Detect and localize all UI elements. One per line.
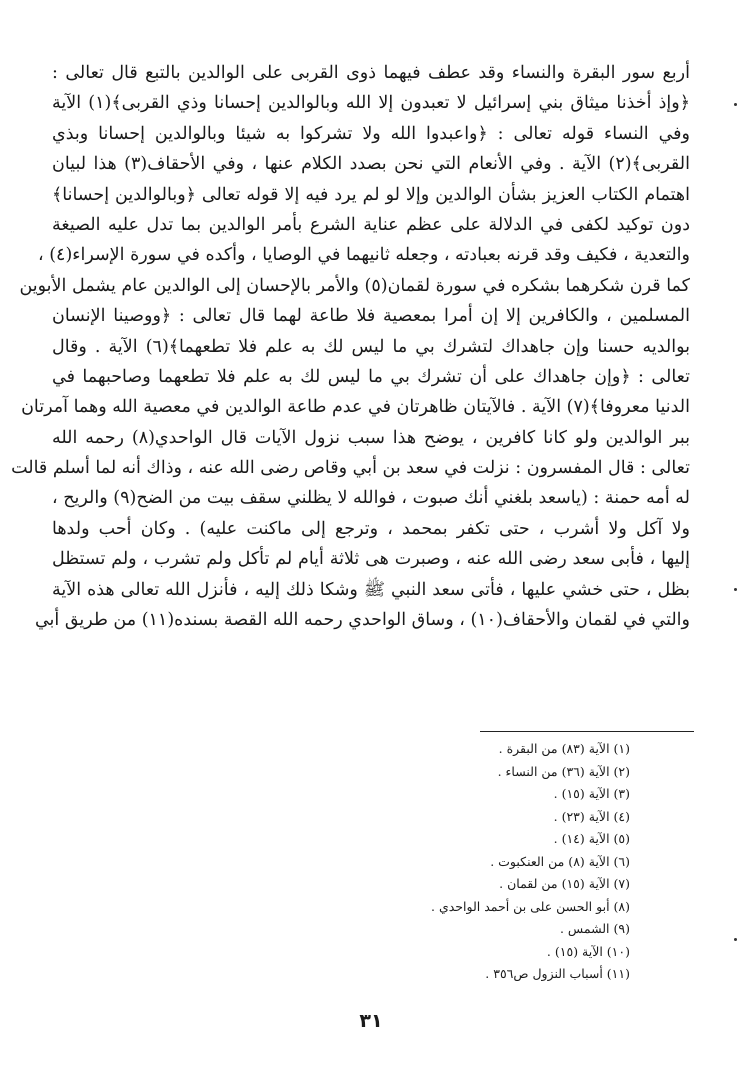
margin-speck (734, 938, 737, 941)
margin-speck (734, 588, 737, 591)
text-line: والتي في لقمان والأحقاف(١٠) ، وساق الواحدي رحمه الله القصة بسنده(١١) من طريق أبي (34, 610, 690, 631)
text-line: وفي النساء قوله تعالى : ﴿واعبدوا الله ولا تشركوا به شيئا وبالوالدين إحسانا وبذي (52, 123, 690, 144)
text-line: تعالى : ﴿وإن جاهداك على أن تشرك بي ما ليس لك به علم فلا تطعهما وصاحبهما في (52, 366, 690, 387)
main-text-block (11, 58, 691, 635)
text-line: ببر الوالدين ولو كانا كافرين ، يوضح هذا سبب نزول الآيات قال الواحدي(٨) رحمه الله (52, 427, 691, 448)
text-line: المسلمين ، والكافرين إلا إن أمرا بمعصية فلا طاعة لهما قال تعالى : ﴿ووصينا الإنسان (52, 306, 690, 327)
footnote-separator (480, 731, 694, 732)
footnote: (٥) الآية (١٤) . (553, 831, 630, 846)
text-line: بظل ، حتى خشي عليها ، فأتى سعد النبي ﷺ وشكا ذلك إليه ، فأنزل الله تعالى هذه الآية (52, 579, 690, 600)
text-line: اهتمام الكتاب العزيز بشأن الوالدين وإلا لو لم يرد فيه إلا قوله تعالى ﴿وبالوالدين إحسانا﴾ (52, 184, 690, 205)
footnote: (١) الآية (٨٣) من البقرة . (498, 741, 630, 756)
footnote: (٩) الشمس . (559, 921, 630, 936)
text-line: كما قرن شكرهما بشكره في سورة لقمان(٥) والأمر بالإحسان إلى الوالدين عام يشمل الأبوين (19, 275, 690, 296)
text-line: ولا آكل ولا أشرب ، حتى تكفر بمحمد ، وترجع إلى ماكنت عليه) . وكان أحب ولدها (52, 518, 690, 539)
text-line: ﴿وإذ أخذنا ميثاق بني إسرائيل لا تعبدون إلا الله وبالوالدين إحسانا وذي القربى﴾(١) الآية (52, 93, 690, 114)
text-line: الدنيا معروفا﴾(٧) الآية . فالآيتان ظاهرتان في عدم طاعة الوالدين في معصية الله وهما آمرتان (21, 397, 690, 418)
text-line: دون توكيد لكفى في الدلالة على عظم عناية الشرع بأمر الوالدين بما تدل عليه الصيغة (52, 214, 690, 235)
footnote: (١٠) الآية (١٥) . (546, 943, 630, 959)
page-number: ٣١ (359, 1010, 383, 1032)
footnote: (٤) الآية (٢٣) . (553, 808, 630, 824)
text-line: أربع سور البقرة والنساء وقد عطف فيهما ذوى القربى على الوالدين بالتبع قال تعالى : (52, 63, 690, 83)
footnote: (٨) أبو الحسن على بن أحمد الواحدي . (431, 898, 630, 914)
margin-speck (734, 103, 737, 106)
text-line: تعالى : قال المفسرون : نزلت في سعد بن أبي وقاص رضى الله عنه ، وذاك أنه لما أسلم قالت (11, 458, 690, 479)
footnotes-block (270, 738, 630, 986)
text-line: القربى﴾(٢) الآية . وفي الأنعام التي نحن بصدد الكلام عنها ، وفي الأحقاف(٣) هذا لبيان (52, 154, 690, 175)
footnote: (٣) الآية (١٥) . (553, 786, 630, 801)
footnote: (٧) الآية (١٥) من لقمان . (499, 876, 630, 891)
footnote: (١١) أسباب النزول ص٣٥٦ . (485, 966, 630, 981)
text-line: إليها ، فأبى سعد رضى الله عنه ، وصبرت هى ثلاثة أيام لم تأكل ولم تشرب ، ولم تستظل (52, 549, 690, 570)
text-line: والتعدية ، فكيف وقد قرنه بعبادته ، وجعله ثانيهما في الوصايا ، وأكده في سورة الإسراء(٤) ، (37, 245, 690, 266)
text-line: له أمه حمنة : (ياسعد بلغني أنك صبوت ، فوالله لا يظلني سقف بيت من الضح(٩) والريح ، (52, 488, 690, 509)
text-line: بوالديه حسنا وإن جاهداك لتشرك بي ما ليس لك به علم فلا تطعهما﴾(٦) الآية . وقال (52, 336, 690, 357)
footnote: (٢) الآية (٣٦) من النساء . (497, 763, 630, 779)
footnote: (٦) الآية (٨) من العنكبوت . (490, 853, 630, 869)
